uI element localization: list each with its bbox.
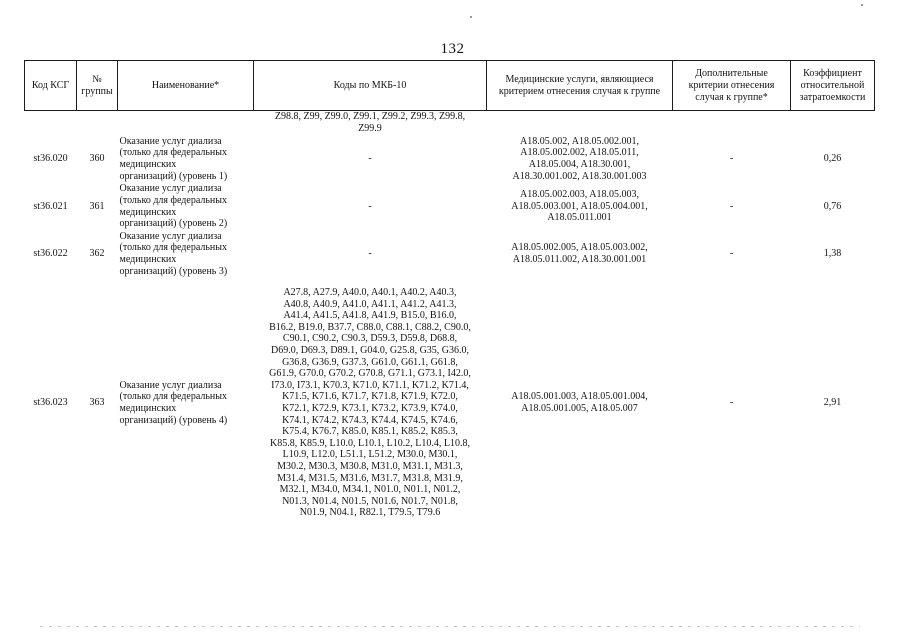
group-name: Оказание услуг диализа (только для федеральных медицинских организаций) (уровень 2) [119,183,228,230]
ksg-code: st36.023 [33,397,68,409]
icd-codes-cell: - [368,248,372,260]
table-row-continuation [25,111,875,136]
table-row [25,183,875,230]
ksg-table [24,60,875,528]
header-code: Код КСГ [25,61,77,111]
header-extra: Дополнительные критерии отнесения случая к группе* [673,61,791,111]
scan-noise-line [40,626,860,627]
extra-criteria-cell: - [729,397,734,409]
page-number: 132 [440,41,465,57]
ksg-code: st36.021 [33,200,68,212]
services-cell: A18.05.002.005, A18.05.003.002, A18.05.011.002, A18.30.001.001 [511,242,648,265]
extra-criteria-cell: - [729,153,734,165]
ksg-code: st36.020 [33,153,68,165]
header-services: Медицинские услуги, являющиеся критерием отнесения случая к группе [487,61,673,111]
icd-codes-cell: A27.8, A27.9, A40.0, A40.1, A40.2, A40.3, A40.8, A40.9, A41.0, A41.1, A41.2, A41.3, A41.4, A41.5, A41.8, A41.9, B15.0, B16.0, B16.2, B19.0, B37.7, C88.0, C88.1, C88.2, C90.0, C90.1, C90.2, C90.3, D59.3, D59.8, D68.8, D69.0, D69.3, D89.1, G04.0, G25.8, G35, G36.0, G36.8, G36.9, G37.3, G61.0, G61.1, G61.8, G61.9, G70.0, G70.2, G70.8, G71.1, G73.1, I42.0, I73.0, I73.1, K70.3, K71.0, K71.1, K71.2, K71.4, K71.5, K71.6, K71.7, K71.8, K71.9, K72.0, K72.1, K72.9, K73.1, K73.2, K73.9, K74.0, K74.1, K74.2, K74.3, K74.4, K74.5, K74.6, K75.4, K76.7, K85.0, K85.1, K85.2, K85.3, K85.8, K85.9, L10.0, L10.1, L10.2, L10.4, L10.8, L10.9, L12.0, L51.1, L51.2, M30.0, M30.1, M30.2, M30.3, M30.8, M31.0, M31.1, M31.3, M31.4, M31.5, M31.6, M31.7, M31.8, M31.9, M32.1, M34.0, M34.1, N01.0, N01.1, N01.2, N01.3, N01.4, N01.5, N01.6, N01.7, N01.8, N01.9, N04.1, R82.1, T79.5, T79.6 [269,287,471,519]
table-header-row [25,61,875,111]
coefficient-cell: 0,26 [823,153,842,165]
coefficient-cell: 0,76 [823,200,842,212]
group-name: Оказание услуг диализа (только для федеральных медицинских организаций) (уровень 3) [119,230,228,277]
group-number: 361 [89,200,105,212]
ksg-code: st36.022 [33,248,68,260]
icd-codes-cell: - [368,200,372,212]
icd-codes-cell: Z98.8, Z99, Z99.0, Z99.1, Z99.2, Z99.3, Z99.8, Z99.9 [274,111,466,134]
extra-criteria-cell: - [729,248,734,260]
group-number: 363 [89,397,105,409]
group-name: Оказание услуг диализа (только для федеральных медицинских организаций) (уровень 1) [119,135,228,182]
scan-speck [470,16,472,18]
header-group: № группы [77,61,118,111]
table-row [25,230,875,278]
header-name: Наименование* [118,61,254,111]
group-name: Оказание услуг диализа (только для федеральных медицинских организаций) (уровень 4) [119,379,228,426]
table-row [25,278,875,528]
scan-speck [861,4,863,6]
table-row [25,135,875,183]
icd-codes-cell: - [368,153,372,165]
coefficient-cell: 1,38 [823,248,842,260]
services-cell: A18.05.002.003, A18.05.003, A18.05.003.001, A18.05.004.001, A18.05.011.001 [511,189,648,224]
services-cell: A18.05.001.003, A18.05.001.004, A18.05.001.005, A18.05.007 [511,391,648,414]
header-coef: Коэффициент относительной затратоемкости [791,61,875,111]
header-icd: Коды по МКБ-10 [254,61,487,111]
group-number: 360 [89,153,105,165]
services-cell: A18.05.002, A18.05.002.001, A18.05.002.002, A18.05.011, A18.05.004, A18.30.001, A18.30.001.002, A18.30.001.003 [512,135,647,182]
group-number: 362 [89,248,105,260]
extra-criteria-cell: - [729,200,734,212]
coefficient-cell: 2,91 [823,397,842,409]
